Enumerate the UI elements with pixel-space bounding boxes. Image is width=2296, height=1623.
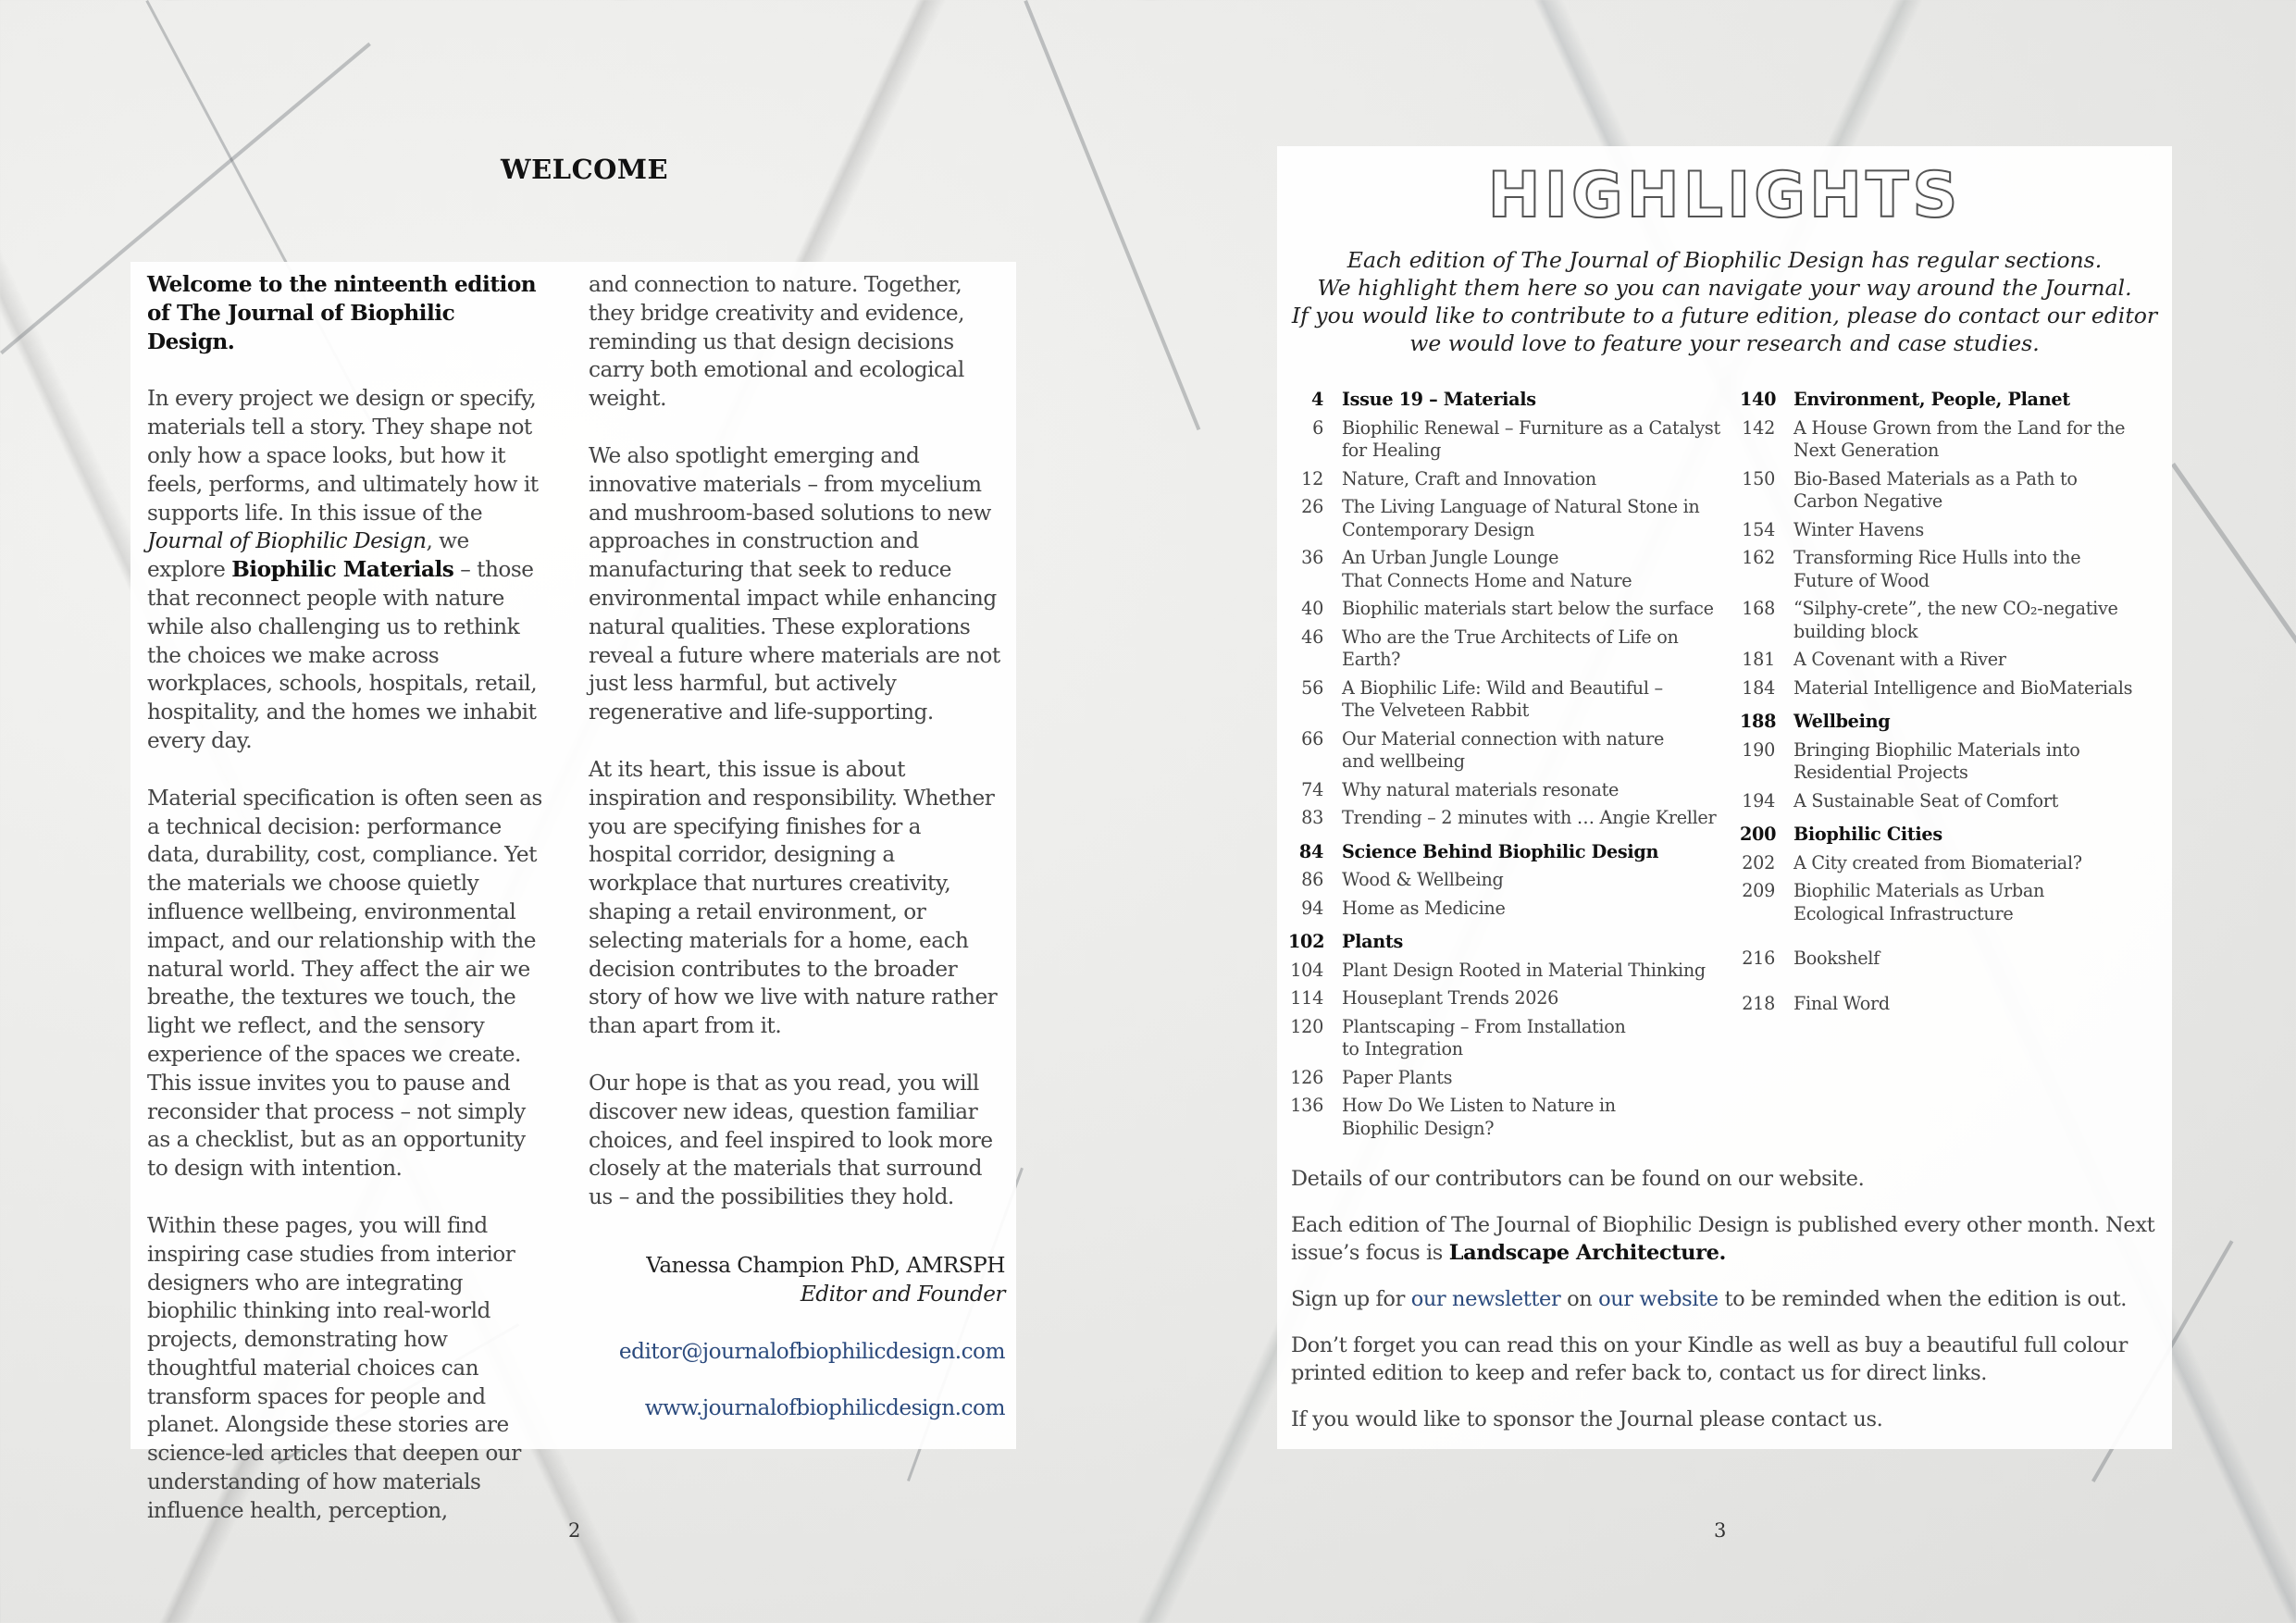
contents-entry[interactable] xyxy=(1288,626,1732,672)
contents-entry[interactable] xyxy=(1288,898,1732,921)
contents-title: Plants xyxy=(1342,931,1403,952)
welcome-column-1 xyxy=(147,271,547,1555)
contents-entry[interactable] xyxy=(1740,880,2166,925)
contents-section-heading[interactable] xyxy=(1740,711,2166,734)
signup-note: Sign up for our newsletter on our website to be reminded when the edition is out. xyxy=(1291,1287,2127,1311)
contents-page-number: 181 xyxy=(1742,649,1775,670)
contents-page-number: 26 xyxy=(1301,496,1323,517)
contents-page-number: 94 xyxy=(1301,897,1323,919)
contents-title: Plantscaping – From Installation to Integration xyxy=(1342,1015,1626,1059)
contents-title: An Urban Jungle Lounge That Connects Home and Nature xyxy=(1342,547,1632,591)
contents-title: Trending – 2 minutes with … Angie Kreller xyxy=(1342,807,1717,828)
newsletter-link[interactable]: our newsletter xyxy=(1410,1287,1561,1311)
contents-title: A City created from Biomaterial? xyxy=(1793,851,2082,873)
contents-page-number: 84 xyxy=(1298,840,1323,862)
contents-entry[interactable] xyxy=(1740,468,2166,514)
contents-page-number: 200 xyxy=(1740,824,1777,845)
contents-page-number: 120 xyxy=(1290,1015,1323,1037)
contents-title: Final Word xyxy=(1793,992,1890,1014)
contents-title: Why natural materials resonate xyxy=(1342,778,1620,800)
contents-page-number: 168 xyxy=(1742,598,1775,619)
contents-entry[interactable] xyxy=(1288,496,1732,541)
contents-entry[interactable] xyxy=(1288,960,1732,983)
welcome-paragraph: In every project we design or specify, materials tell a story. They shape not only how a space looks, but how it feels, performs, and ultimately how it supports life. In this issue of the Journal of Biophilic Design, we explore Biophilic Materials – those that reconnect people with nature while also challenging us to rethink the choices we make across workplaces, schools, hospitals, retail, hospitality, and the homes we inhabit every day. xyxy=(147,386,539,753)
contents-title: Issue 19 – Materials xyxy=(1342,389,1536,410)
contents-page-number: 66 xyxy=(1301,727,1323,750)
contents-title: Bringing Biophilic Materials into Residential Projects xyxy=(1793,738,2080,783)
contents-page-number: 114 xyxy=(1290,987,1323,1009)
contents-title: Material Intelligence and BioMaterials xyxy=(1793,676,2133,699)
publication-note: Each edition of The Journal of Biophilic Design is published every other month. Next issue’s focus is Landscape Architecture. xyxy=(1291,1213,2155,1265)
signature-name: Vanessa Champion PhD, AMRSPH xyxy=(646,1252,1005,1278)
contents-entry[interactable] xyxy=(1740,739,2166,785)
contents-entry[interactable] xyxy=(1288,1016,1732,1061)
marble-vein xyxy=(2171,463,2296,844)
contents-page-number: 136 xyxy=(1290,1095,1323,1116)
contents-entry[interactable] xyxy=(1288,677,1732,723)
contents-title: Environment, People, Planet xyxy=(1793,389,2070,410)
contributors-note: Details of our contributors can be found on our website. xyxy=(1291,1167,1865,1191)
highlights-notes xyxy=(1291,1165,2161,1452)
contents-page-number: 202 xyxy=(1742,851,1775,873)
sponsor-note: If you would like to sponsor the Journal please contact us. xyxy=(1291,1407,1883,1431)
contents-title: Plant Design Rooted in Material Thinking xyxy=(1342,959,1706,981)
contents-section-heading[interactable] xyxy=(1740,824,2166,847)
contents-title: Paper Plants xyxy=(1342,1066,1453,1088)
intro-line: If you would like to contribute to a future edition, please do contact our editor xyxy=(1291,303,2158,328)
intro-line: We highlight them here so you can navigate your way around the Journal. xyxy=(1317,275,2132,301)
contents-list-right xyxy=(1740,389,2166,1021)
contents-page-number: 40 xyxy=(1301,598,1323,619)
contents-page-number: 154 xyxy=(1742,518,1775,540)
contents-page-number: 102 xyxy=(1288,931,1325,952)
contents-title: Biophilic materials start below the surface xyxy=(1342,598,1714,619)
contents-page-number: 4 xyxy=(1310,389,1323,410)
highlights-intro xyxy=(1286,246,2163,357)
contents-entry[interactable] xyxy=(1740,677,2166,700)
contents-title: Transforming Rice Hulls into the Future of Wood xyxy=(1793,547,2081,591)
contents-page-number: 56 xyxy=(1301,676,1323,699)
contents-entry[interactable] xyxy=(1740,519,2166,542)
contents-entry[interactable] xyxy=(1288,468,1732,491)
contents-section-heading[interactable] xyxy=(1288,389,1732,412)
contents-title: Who are the True Architects of Life on Earth? xyxy=(1342,626,1679,670)
welcome-column-2 xyxy=(589,271,1005,1423)
contents-section-heading[interactable] xyxy=(1288,931,1732,954)
contents-entry[interactable] xyxy=(1740,547,2166,592)
contents-title: A Sustainable Seat of Comfort xyxy=(1793,789,2059,812)
contents-title: The Living Language of Natural Stone in Contemporary Design xyxy=(1342,496,1700,540)
contents-title: “Silphy-crete”, the new CO₂-negative building block xyxy=(1793,598,2118,642)
highlights-title: HIGHLIGHTS xyxy=(1487,159,1962,232)
contents-section-heading[interactable] xyxy=(1740,389,2166,412)
contents-title: Winter Havens xyxy=(1793,518,1924,540)
contents-entry[interactable] xyxy=(1288,987,1732,1010)
contents-entry[interactable] xyxy=(1740,993,2166,1016)
contents-entry[interactable] xyxy=(1740,649,2166,672)
contents-page-number: 6 xyxy=(1312,416,1323,439)
contents-page-number: 188 xyxy=(1740,711,1777,732)
contents-page-number: 194 xyxy=(1742,789,1775,812)
contents-title: Biophilic Materials as Urban Ecological Infrastructure xyxy=(1793,880,2045,924)
contents-title: Houseplant Trends 2026 xyxy=(1342,987,1559,1009)
contents-entry[interactable] xyxy=(1740,948,2166,971)
intro-line: Each edition of The Journal of Biophilic Design has regular sections. xyxy=(1347,247,2103,273)
contents-page-number: 140 xyxy=(1740,389,1777,410)
contents-page-number: 12 xyxy=(1301,467,1323,489)
contents-page-number: 36 xyxy=(1301,547,1323,568)
contents-entry[interactable] xyxy=(1288,417,1732,463)
contents-list-left xyxy=(1288,389,1732,1146)
welcome-paragraph: Within these pages, you will find inspiring case studies from interior designers who are integrating biophilic thinking into real-world projects, demonstrating how thoughtful material choices can transform spaces for people and planet. Alongside these stories are science-led articles that deepen our understanding of how materials influence health, perception, xyxy=(147,1212,521,1523)
contents-title: Wood & Wellbeing xyxy=(1342,869,1504,890)
contents-title: Science Behind Biophilic Design xyxy=(1342,840,1659,862)
contents-title: Bookshelf xyxy=(1793,948,1880,969)
page-number: 2 xyxy=(568,1519,581,1542)
contents-entry[interactable] xyxy=(1288,1067,1732,1090)
our-website-link[interactable]: our website xyxy=(1598,1287,1719,1311)
contents-title: Bio-Based Materials as a Path to Carbon Negative xyxy=(1793,467,2078,512)
editor-email-link[interactable]: editor@journalofbiophilicdesign.com xyxy=(618,1338,1005,1364)
welcome-lead: Welcome to the ninteenth edition of The Journal of Biophilic Design. xyxy=(147,272,537,354)
welcome-paragraph: Our hope is that as you read, you will discover new ideas, question familiar choices, and feel inspired to look more closely at the materials that surround us – and the possibilities they hold. xyxy=(589,1070,993,1210)
kindle-note: Don’t forget you can read this on your Kindle as well as buy a beautiful full colour printed edition to keep and refer back to, contact us for direct links. xyxy=(1291,1333,2128,1385)
contents-entry[interactable] xyxy=(1288,779,1732,802)
contents-entry[interactable] xyxy=(1288,547,1732,592)
contents-page-number: 104 xyxy=(1290,959,1323,981)
contents-entry[interactable] xyxy=(1740,852,2166,875)
website-link[interactable]: www.journalofbiophilicdesign.com xyxy=(644,1395,1005,1421)
contents-page-number: 83 xyxy=(1301,807,1323,828)
contents-page-number: 126 xyxy=(1290,1066,1323,1088)
contents-page-number: 184 xyxy=(1742,676,1775,699)
intro-line: we would love to feature your research and case studies. xyxy=(1409,330,2040,356)
contents-title: Biophilic Cities xyxy=(1793,824,1942,845)
contents-title: Home as Medicine xyxy=(1342,897,1506,919)
contents-entry[interactable] xyxy=(1288,598,1732,621)
contents-page-number: 142 xyxy=(1742,416,1775,439)
contents-title: Wellbeing xyxy=(1793,711,1891,732)
contents-page-number: 209 xyxy=(1742,880,1775,901)
marble-vein xyxy=(1024,0,1200,430)
contents-entry[interactable] xyxy=(1740,417,2166,463)
contents-page-number: 162 xyxy=(1742,547,1775,568)
contents-page-number: 216 xyxy=(1742,948,1775,969)
contents-page-number: 74 xyxy=(1301,778,1323,800)
welcome-title: WELCOME xyxy=(501,154,669,185)
contents-entry[interactable] xyxy=(1288,807,1732,830)
contents-title: Nature, Craft and Innovation xyxy=(1342,467,1596,489)
contents-title: Biophilic Renewal – Furniture as a Catalyst for Healing xyxy=(1342,416,1720,461)
contents-page-number: 46 xyxy=(1301,626,1323,648)
welcome-paragraph: At its heart, this issue is about inspiration and responsibility. Whether you are specifying finishes for a hospital corridor, designing a workplace that nurtures creativity, shaping a retail environment, or selecting materials for a home, each decision contributes to the broader story of how we live with nature rather than apart from it. xyxy=(589,756,998,1039)
contents-page-number: 150 xyxy=(1742,467,1775,489)
contents-title: A House Grown from the Land for the Next Generation xyxy=(1793,416,2126,461)
contents-title: How Do We Listen to Nature in Biophilic Design? xyxy=(1342,1095,1616,1139)
welcome-paragraph: and connection to nature. Together, they bridge creativity and evidence, reminding us that design decisions carry both emotional and ecological weight. xyxy=(589,272,965,412)
contents-entry[interactable] xyxy=(1288,1095,1732,1140)
page-number: 3 xyxy=(1714,1519,1727,1542)
contents-page-number: 190 xyxy=(1742,738,1775,761)
contents-page-number: 218 xyxy=(1742,992,1775,1014)
contents-title: A Biophilic Life: Wild and Beautiful – The Velveteen Rabbit xyxy=(1342,676,1663,721)
contents-section-heading[interactable] xyxy=(1288,841,1732,864)
contents-entry[interactable] xyxy=(1740,790,2166,813)
contents-title: A Covenant with a River xyxy=(1793,649,2006,670)
contents-entry[interactable] xyxy=(1288,728,1732,774)
contents-entry[interactable] xyxy=(1288,869,1732,892)
welcome-paragraph: Material specification is often seen as a technical decision: performance data, durability, cost, compliance. Yet the materials we choose quietly influence wellbeing, environmental impact, and our relationship with the natural world. They affect the air we breathe, the textures we touch, the light we reflect, and the sensory experience of the spaces we create. This issue invites you to pause and reconsider that process – not simply as a checklist, but as an opportunity to design with intention. xyxy=(147,785,542,1182)
contents-entry[interactable] xyxy=(1740,598,2166,643)
signature-role: Editor and Founder xyxy=(800,1281,1005,1307)
contents-page-number: 86 xyxy=(1301,869,1323,890)
welcome-paragraph: We also spotlight emerging and innovative materials – from mycelium and mushroom-based solutions to new approaches in construction and manufacturing that seek to reduce environmental impact while enhancing natural qualities. These explorations reveal a future where materials are not just less harmful, but actively regenerative and life-supporting. xyxy=(589,442,1000,725)
contents-title: Our Material connection with nature and wellbeing xyxy=(1342,727,1665,772)
